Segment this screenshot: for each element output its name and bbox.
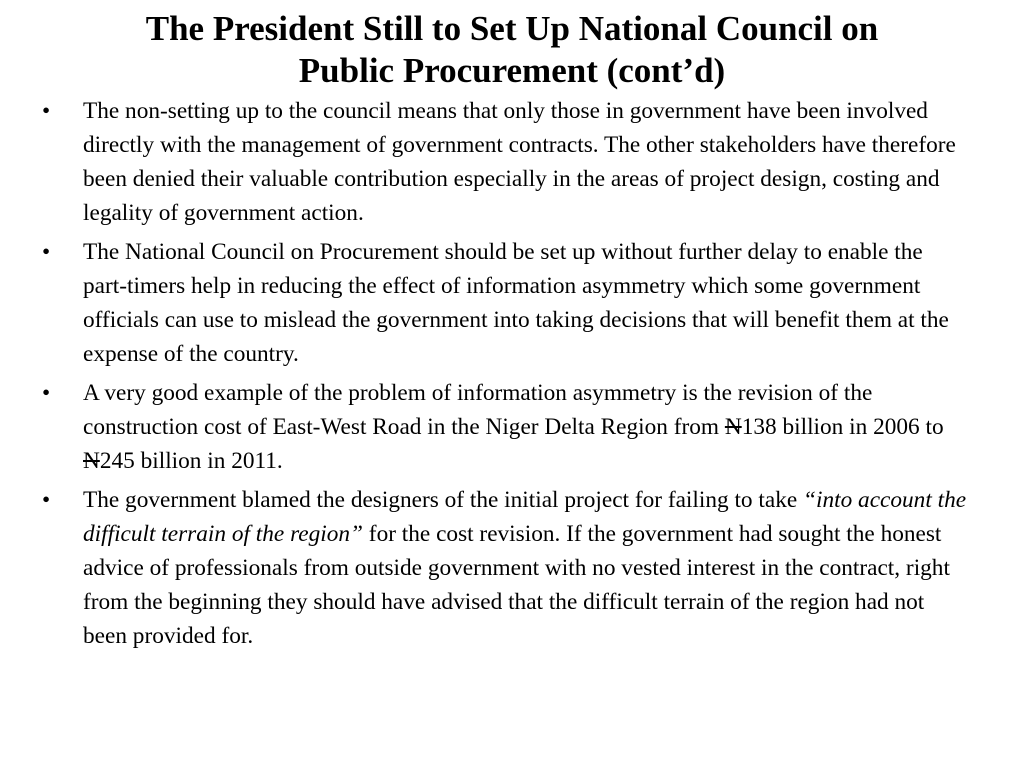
bullet-text-middle: 138 billion in 2006 to bbox=[741, 414, 944, 440]
slide-title-line-2: Public Procurement (cont’d) bbox=[298, 51, 726, 90]
slide-title-line-1: The President Still to Set Up National Council on bbox=[145, 9, 879, 48]
italic-quote: “into account the difficult terrain of the region” bbox=[83, 487, 967, 547]
bullet-marker: • bbox=[42, 380, 51, 406]
bullet-item-2 bbox=[42, 235, 972, 371]
bullet-text: The National Council on Procurement should be set up without further delay to enable the part-timers help in reducing the effect of information asymmetry which some government officials can use to mislead the government into taking decisions that will benefit them at the expense of the country. bbox=[83, 239, 949, 367]
bullet-text-after: 245 billion in 2011. bbox=[99, 448, 283, 474]
bullet-list bbox=[42, 94, 972, 658]
bullet-marker: • bbox=[42, 98, 51, 124]
bullet-text-before: A very good example of the problem of information asymmetry is the revision of the construction cost of East-West Road in the Niger Delta Region from bbox=[83, 380, 873, 440]
slide-title bbox=[60, 8, 964, 92]
naira-symbol: N bbox=[83, 448, 100, 474]
bullet-marker: • bbox=[42, 487, 51, 513]
naira-symbol: N bbox=[724, 414, 742, 440]
bullet-text: The non-setting up to the council means that only those in government have been involved directly with the management of government contracts. The other stakeholders have therefore been denied their valuable contribution especially in the areas of project design, costing and legality of government action. bbox=[83, 98, 956, 226]
bullet-item-1 bbox=[42, 94, 972, 230]
bullet-marker: • bbox=[42, 239, 51, 265]
bullet-text-after: for the cost revision. If the government had sought the honest advice of professionals from outside government with no vested interest in the contract, right from the beginning they should have advised that the difficult terrain of the region had not been provided for. bbox=[83, 521, 950, 649]
bullet-item-3 bbox=[42, 376, 972, 478]
bullet-item-4 bbox=[42, 483, 972, 653]
bullet-text-before: The government blamed the designers of the initial project for failing to take bbox=[83, 487, 804, 513]
